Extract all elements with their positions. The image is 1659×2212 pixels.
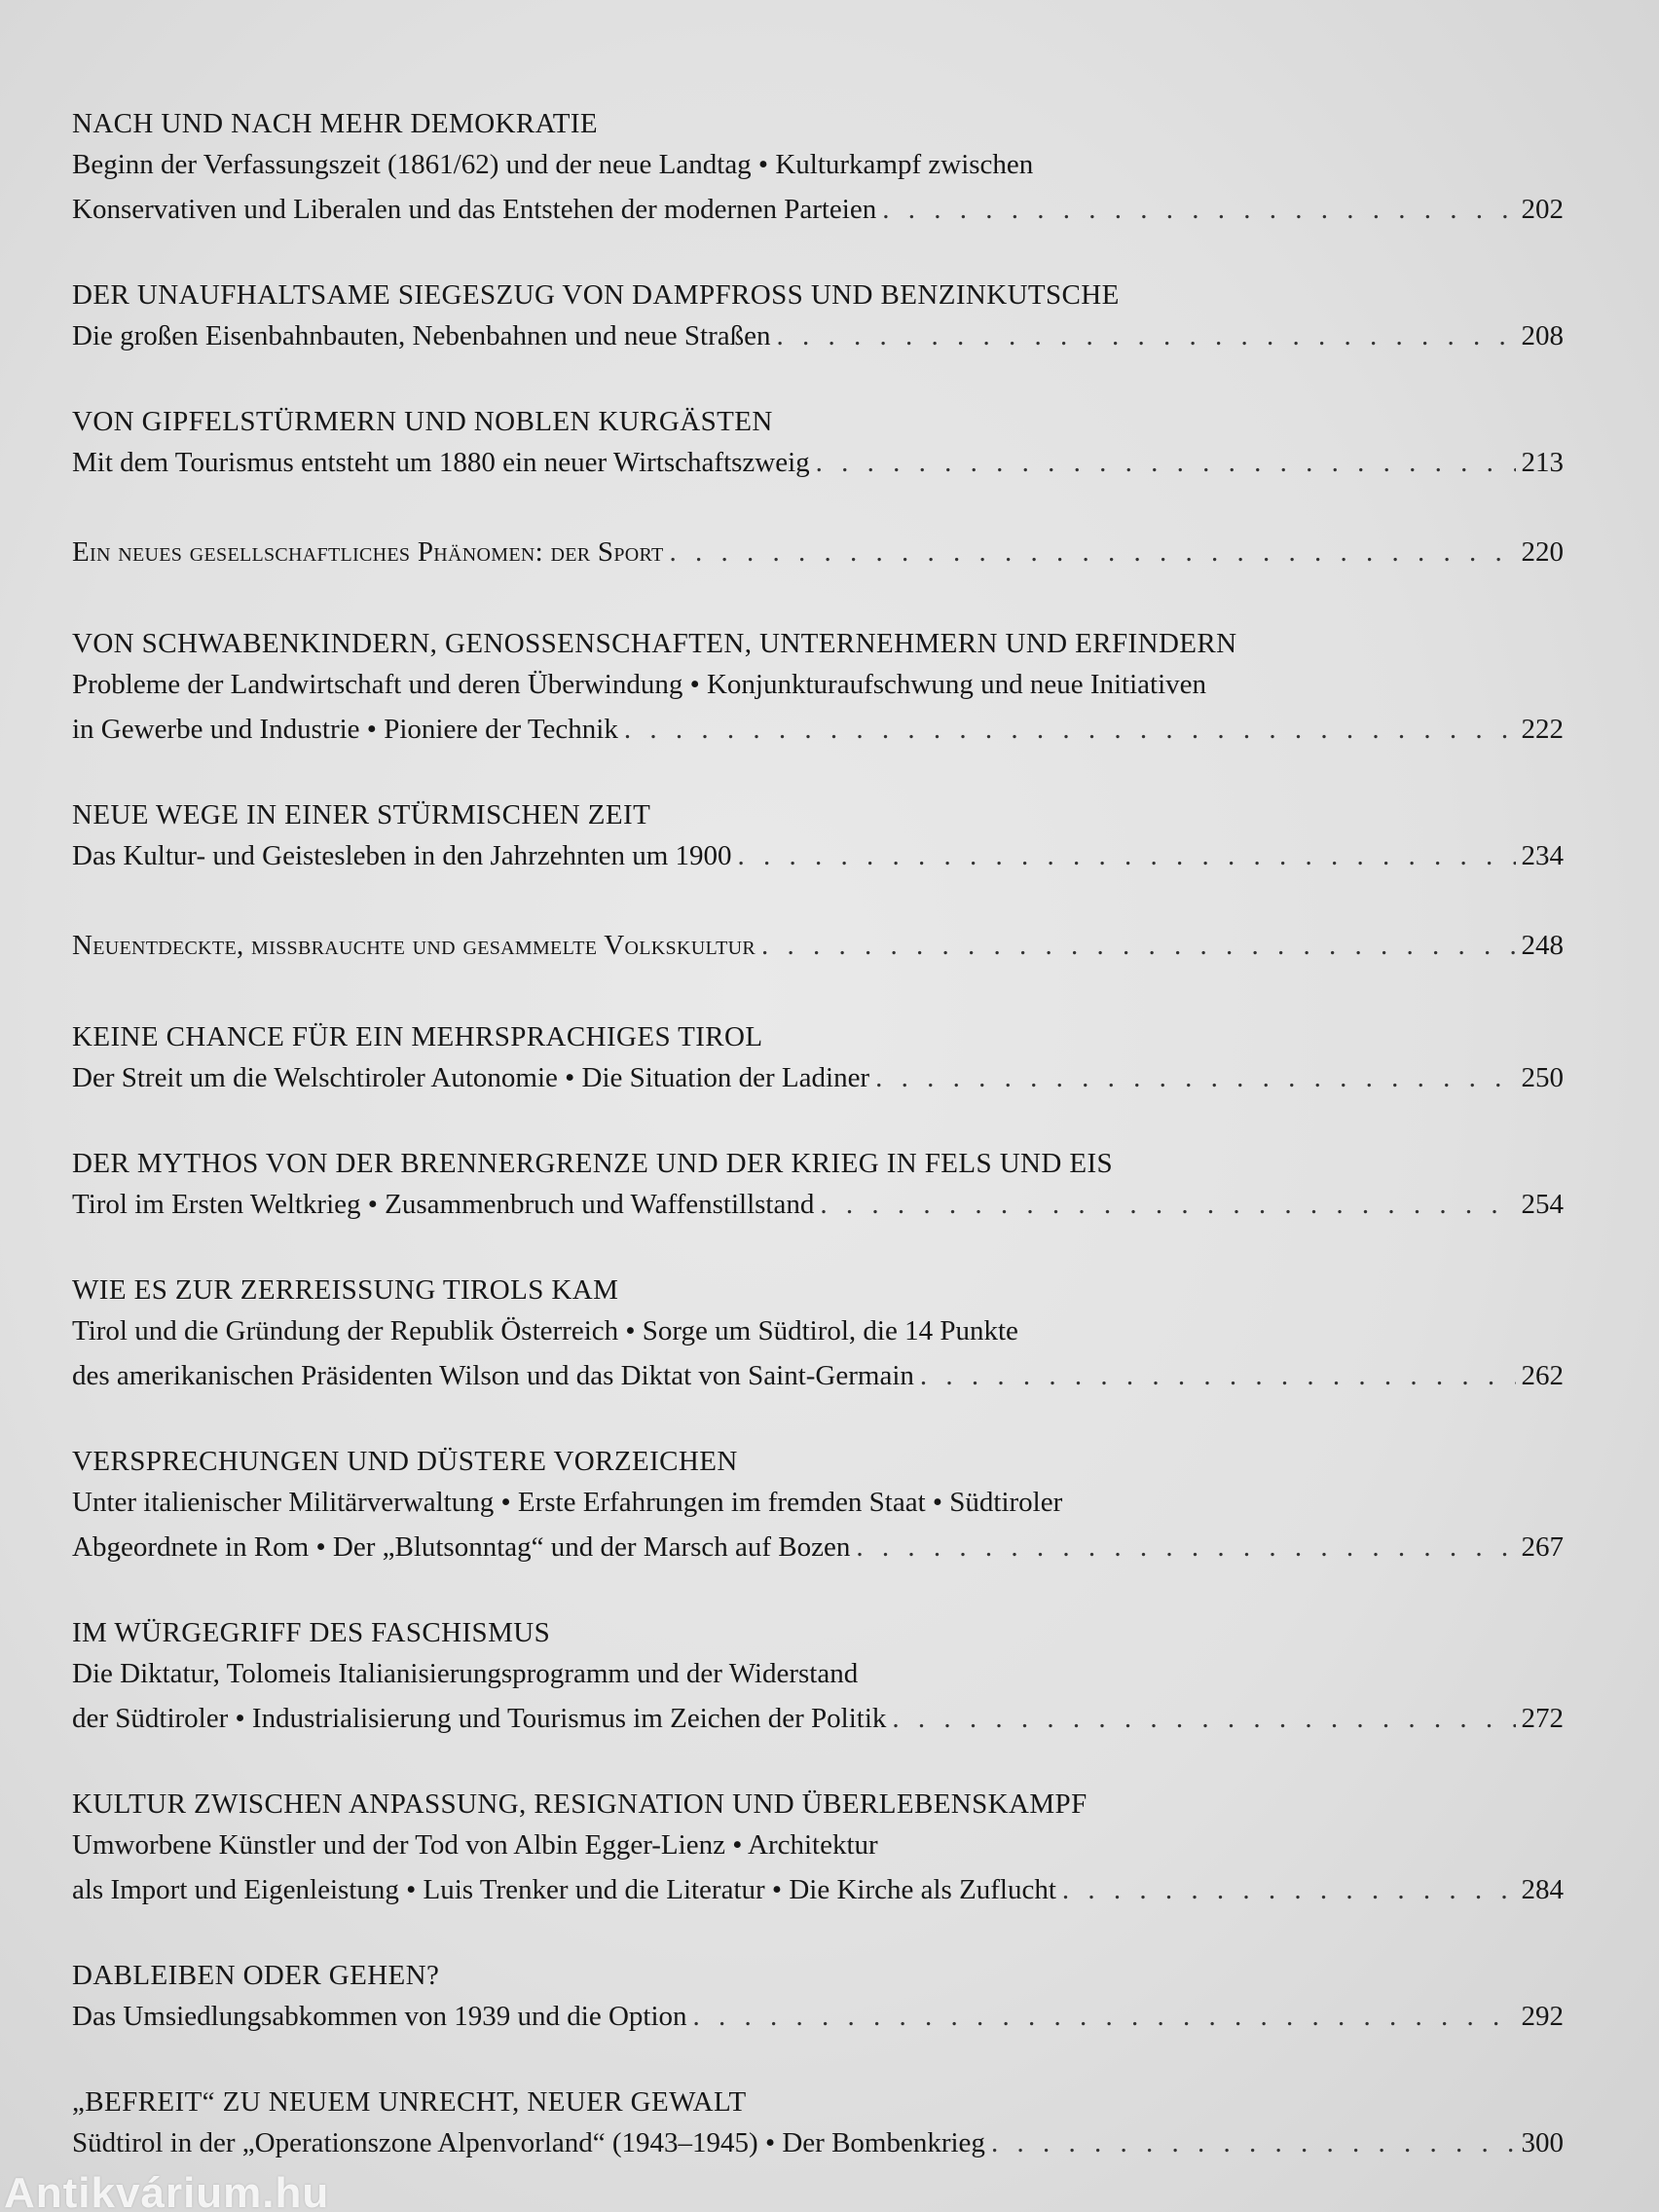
toc-line	[72, 923, 1564, 968]
chapter-description: Umworbene Künstler und der Tod von Albin Egger-Lienz • Architektur	[72, 1829, 878, 1861]
section-title: Neuentdeckte, missbrauchte und gesammelte Volkskultur	[72, 930, 756, 961]
chapter-heading: IM WÜRGEGRIFF DES FASCHISMUS	[72, 1617, 551, 1648]
section-title: Ein neues gesellschaftliches Phänomen: der Sport	[72, 536, 664, 568]
dot-leader	[777, 313, 1516, 358]
chapter-heading: VERSPRECHUNGEN UND DÜSTERE VORZEICHEN	[72, 1446, 738, 1477]
toc-entry	[72, 2083, 1564, 2165]
chapter-description: Abgeordnete in Rom • Der „Blutsonntag“ und der Marsch auf Bozen	[72, 1531, 851, 1563]
toc-entry	[72, 105, 1564, 232]
toc-entry	[72, 1443, 1564, 1569]
chapter-description: Das Kultur- und Geistesleben in den Jahrzehnten um 1900	[72, 840, 732, 871]
chapter-description: Konservativen und Liberalen und das Entstehen der modernen Parteien	[72, 194, 877, 225]
chapter-description: in Gewerbe und Industrie • Pioniere der Technik	[72, 714, 618, 745]
dot-leader	[991, 2120, 1516, 2165]
toc-entry	[72, 923, 1564, 968]
table-of-contents	[72, 105, 1564, 2212]
dot-leader	[816, 440, 1516, 485]
chapter-description: Der Streit um die Welschtiroler Autonomie • Die Situation der Ladiner	[72, 1062, 870, 1093]
toc-line	[72, 1696, 1564, 1741]
dot-leader	[882, 187, 1515, 232]
chapter-description: des amerikanischen Präsidenten Wilson und das Diktat von Saint-Germain	[72, 1360, 914, 1391]
page-number: 267	[1521, 1531, 1564, 1563]
dot-leader	[920, 1353, 1516, 1398]
chapter-description: Mit dem Tourismus entsteht um 1880 ein neuer Wirtschaftszweig	[72, 447, 810, 478]
chapter-heading: KULTUR ZWISCHEN ANPASSUNG, RESIGNATION UND ÜBERLEBENSKAMPF	[72, 1788, 1088, 1820]
dot-leader	[820, 1182, 1515, 1227]
toc-line	[72, 833, 1564, 878]
chapter-description: Tirol und die Gründung der Republik Österreich • Sorge um Südtirol, die 14 Punkte	[72, 1315, 1018, 1346]
page-number: 254	[1521, 1189, 1564, 1220]
toc-entry	[72, 276, 1564, 358]
toc-entry	[72, 530, 1564, 574]
dot-leader	[670, 530, 1516, 574]
toc-line	[72, 1055, 1564, 1100]
page-number: 284	[1521, 1874, 1564, 1905]
toc-line	[72, 313, 1564, 358]
toc-entry	[72, 1145, 1564, 1227]
chapter-heading: NEUE WEGE IN EINER STÜRMISCHEN ZEIT	[72, 799, 651, 830]
chapter-heading: VON GIPFELSTÜRMERN UND NOBLEN KURGÄSTEN	[72, 406, 773, 437]
dot-leader	[875, 1055, 1515, 1100]
toc-entry	[72, 1957, 1564, 2039]
page-number: 202	[1521, 194, 1564, 225]
chapter-description: Die großen Eisenbahnbauten, Nebenbahnen und neue Straßen	[72, 320, 771, 351]
toc-entry	[72, 403, 1564, 485]
chapter-heading: „BEFREIT“ ZU NEUEM UNRECHT, NEUER GEWALT	[72, 2086, 747, 2118]
chapter-heading: DER MYTHOS VON DER BRENNERGRENZE UND DER KRIEG IN FELS UND EIS	[72, 1148, 1114, 1179]
page-number: 300	[1521, 2127, 1564, 2158]
toc-line	[72, 707, 1564, 752]
chapter-description: Probleme der Landwirtschaft und deren Überwindung • Konjunkturaufschwung und neue Initiativen	[72, 669, 1207, 700]
page-number: 272	[1521, 1703, 1564, 1734]
toc-line	[72, 1994, 1564, 2039]
chapter-description: als Import und Eigenleistung • Luis Trenker und die Literatur • Die Kirche als Zuflucht	[72, 1874, 1056, 1905]
chapter-heading: NACH UND NACH MEHR DEMOKRATIE	[72, 108, 599, 139]
page-number: 222	[1521, 714, 1564, 745]
dot-leader	[1062, 1867, 1516, 1912]
page-number: 292	[1521, 2001, 1564, 2032]
toc-entry	[72, 1614, 1564, 1741]
toc-line	[72, 1353, 1564, 1398]
toc-entry	[72, 1272, 1564, 1398]
chapter-description: Tirol im Ersten Weltkrieg • Zusammenbruch und Waffenstillstand	[72, 1189, 815, 1220]
toc-line	[72, 530, 1564, 574]
chapter-heading: WIE ES ZUR ZERREISSUNG TIROLS KAM	[72, 1274, 619, 1306]
page-number: 262	[1521, 1360, 1564, 1391]
toc-line	[72, 187, 1564, 232]
dot-leader	[892, 1696, 1515, 1741]
dot-leader	[761, 923, 1515, 968]
page-number: 248	[1521, 930, 1564, 961]
chapter-description: Südtirol in der „Operationszone Alpenvorland“ (1943–1945) • Der Bombenkrieg	[72, 2127, 985, 2158]
toc-line	[72, 1867, 1564, 1912]
dot-leader	[693, 1994, 1516, 2039]
chapter-heading: KEINE CHANCE FÜR EIN MEHRSPRACHIGES TIROL	[72, 1021, 763, 1052]
chapter-description: Beginn der Verfassungszeit (1861/62) und der neue Landtag • Kulturkampf zwischen	[72, 149, 1034, 180]
dot-leader	[856, 1525, 1515, 1569]
chapter-description: Unter italienischer Militärverwaltung • Erste Erfahrungen im fremden Staat • Südtiroler	[72, 1487, 1063, 1518]
page-number: 250	[1521, 1062, 1564, 1093]
toc-entry	[72, 1786, 1564, 1912]
page-number: 234	[1521, 840, 1564, 871]
chapter-description: Die Diktatur, Tolomeis Italianisierungsprogramm und der Widerstand	[72, 1658, 859, 1689]
page-number: 208	[1521, 320, 1564, 351]
chapter-description: der Südtiroler • Industrialisierung und Tourismus im Zeichen der Politik	[72, 1703, 887, 1734]
chapter-description: Das Umsiedlungsabkommen von 1939 und die Option	[72, 2001, 687, 2032]
page-number: 213	[1521, 447, 1564, 478]
toc-entry	[72, 1018, 1564, 1100]
toc-line	[72, 2120, 1564, 2165]
toc-line	[72, 1182, 1564, 1227]
page-number: 220	[1521, 536, 1564, 568]
chapter-heading: DABLEIBEN ODER GEHEN?	[72, 1960, 440, 1991]
dot-leader	[738, 833, 1516, 878]
toc-entry	[72, 796, 1564, 878]
toc-line	[72, 440, 1564, 485]
toc-line	[72, 1525, 1564, 1569]
chapter-heading: DER UNAUFHALTSAME SIEGESZUG VON DAMPFROSS UND BENZINKUTSCHE	[72, 279, 1120, 311]
watermark-logo: Antikvárium.hu	[4, 2169, 330, 2212]
dot-leader	[624, 707, 1516, 752]
toc-entry	[72, 625, 1564, 752]
chapter-heading: VON SCHWABENKINDERN, GENOSSENSCHAFTEN, UNTERNEHMERN UND ERFINDERN	[72, 628, 1237, 659]
